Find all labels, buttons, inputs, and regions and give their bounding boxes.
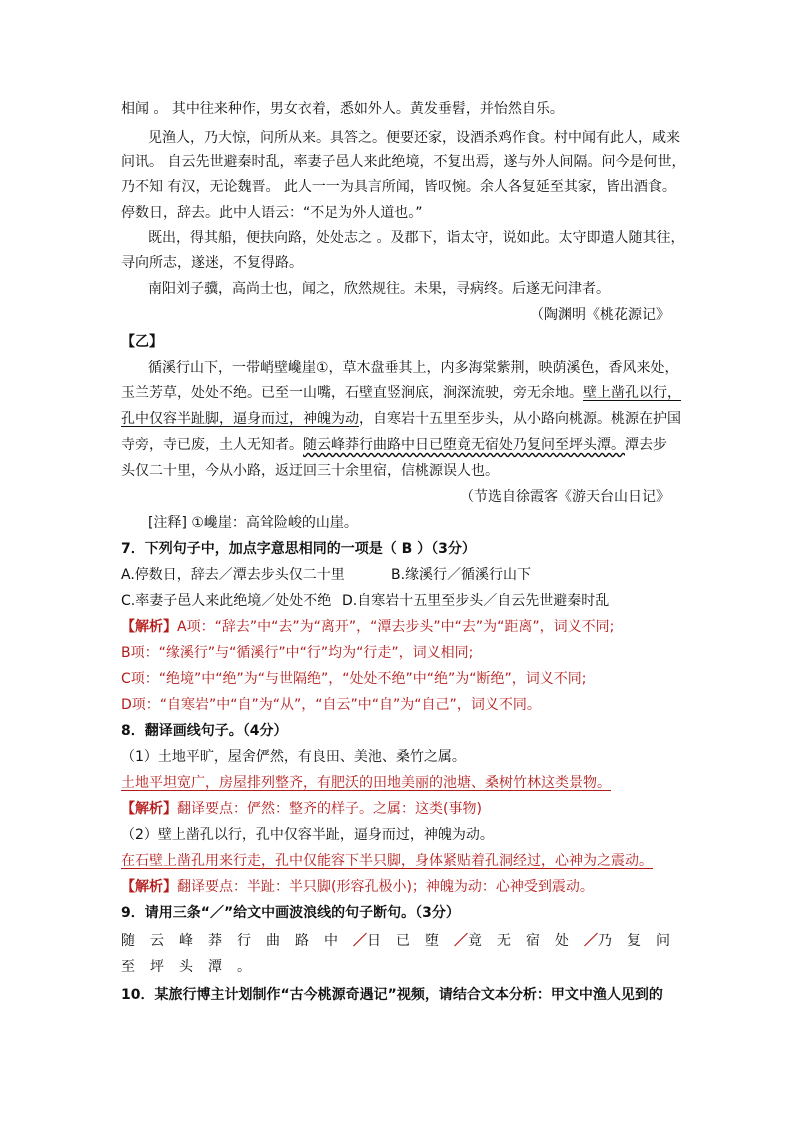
q7-analysis-tag: 【解析】 bbox=[121, 619, 177, 635]
q8-translation-2: 在石壁上凿孔用来行走，孔中仅能容下半只脚，身体紧贴着孔洞经过，心神为之震动。 bbox=[121, 853, 653, 869]
q9-answer-char: 莽 bbox=[208, 933, 222, 949]
break-slash: ／ bbox=[584, 933, 598, 949]
q8-analysis-1-text: 翻译要点：俨然：整齐的样子。之属：这类(事物) bbox=[177, 801, 482, 817]
q8-analysis-2 bbox=[121, 878, 594, 896]
q9-answer-char: 复 bbox=[627, 933, 641, 949]
yi-line-2 bbox=[121, 384, 681, 402]
yi-line-5: 头仅二十里，今从小路，返迂回三十余里宿，信桃源误人也。 bbox=[121, 463, 499, 479]
q7-option-b: B.缘溪行／循溪行山下 bbox=[391, 567, 532, 583]
break-slash: ／ bbox=[454, 933, 468, 949]
yi-source: （节选自徐霞客《游天台山日记》 bbox=[460, 489, 670, 505]
yi-line-2-text: 玉兰芳草，处处不绝。已至一山嘴，石壁直竖涧底，涧深流驶，旁无余地。 bbox=[121, 385, 583, 401]
q7-option-d: D.自寒岩十五里至步头／自云先世避秦时乱 bbox=[342, 593, 610, 609]
q9-answer-char: 问 bbox=[656, 933, 670, 949]
q7-analysis-a-text: A项：“辞去”中“去”为“离开”，“潭去步头”中“去”为“距离”，词义不同; bbox=[177, 619, 615, 635]
yi-underlined-2: 壁上凿孔以行， bbox=[583, 385, 681, 401]
q8-analysis-tag-1: 【解析】 bbox=[121, 801, 177, 817]
q9-stem: 9．请用三条“／”给文中画波浪线的句子断句。（3分） bbox=[121, 905, 460, 921]
q7-analysis-b: B项：“缘溪行”与“循溪行”中“行”均为“行走”，词义相同; bbox=[121, 645, 474, 661]
q8-translation-1: 土地平坦宽广，房屋排列整齐，有肥沃的田地美丽的池塘、桑树竹林这类景物。 bbox=[121, 775, 611, 791]
yi-heading: 【乙】 bbox=[121, 334, 163, 350]
q10-stem: 10．某旅行博主计划制作“古今桃源奇遇记”视频，请结合文本分析：甲文中渔人见到的 bbox=[121, 987, 663, 1003]
yi-line-4-tail: 潭去步 bbox=[625, 437, 667, 453]
q9-answer-char: 。 bbox=[237, 959, 251, 975]
q9-answer-char: ／竟 bbox=[454, 933, 482, 949]
q9-answer-char: 随 bbox=[121, 933, 135, 949]
q7-option-c: C.率妻子邑人来此绝境／处处不绝 bbox=[121, 593, 332, 609]
yi-wavy-sentence: 随云峰莽行曲路中日已堕竟无宿处乃复问至坪头潭。 bbox=[303, 437, 625, 453]
q9-answer-char: 中 bbox=[324, 933, 338, 949]
q9-answer-char: 无 bbox=[497, 933, 511, 949]
q9-answer-char: 行 bbox=[237, 933, 251, 949]
jia-line-5: 停数日，辞去。此中人语云：“不足为外人道也。” bbox=[121, 205, 423, 221]
q9-answer-char: 峰 bbox=[179, 933, 193, 949]
q7-analysis-a bbox=[121, 618, 614, 636]
q9-answer-char: 至 bbox=[121, 959, 135, 975]
q9-answer-char: 路 bbox=[295, 933, 309, 949]
q9-answer-char: ／乃 bbox=[584, 933, 612, 949]
q9-answer-row-2 bbox=[121, 958, 266, 976]
q8-sentence-1: （1）土地平旷，屋舍俨然，有良田、美池、桑竹之属。 bbox=[121, 749, 466, 765]
q9-answer-char: 坪 bbox=[150, 959, 164, 975]
q8-sentence-2: （2）壁上凿孔以行，孔中仅容半趾，逼身而过，神魄为动。 bbox=[121, 827, 494, 843]
q7-analysis-d: D项：“自寒岩”中“自”为“从”，“自云”中“自”为“自己”，词义不同。 bbox=[121, 697, 541, 713]
q9-answer-char: 潭 bbox=[208, 959, 222, 975]
jia-line-4: 乃不知 有汉，无论魏晋。 此人一一为具言所闻，皆叹惋。余人各复延至其家，皆出酒食。 bbox=[121, 179, 676, 195]
yi-line-4-text: 寺旁，寺已废，土人无知者。 bbox=[121, 437, 303, 453]
q7-stem: 7．下列句子中，加点字意思相同的一项是（ B ）（3分） bbox=[121, 541, 476, 557]
q9-answer-char: 已 bbox=[396, 933, 410, 949]
q9-answer-char: 曲 bbox=[266, 933, 280, 949]
q9-answer-char: 头 bbox=[179, 959, 193, 975]
jia-line-7: 寻向所志，遂迷，不复得路。 bbox=[121, 255, 303, 271]
jia-source: （陶渊明《桃花源记》 bbox=[530, 307, 670, 323]
q9-answer-char: ／日 bbox=[353, 933, 381, 949]
jia-line-3: 问讯。 自云先世避秦时乱，率妻子邑人来此绝境，不复出焉，遂与外人间隔。问今是何世， bbox=[121, 154, 686, 170]
yi-line-1: 循溪行山下，一带峭壁巉崖①，草木盘垂其上，内多海棠紫荆，映荫溪色，香风来处， bbox=[148, 360, 679, 376]
q9-answer-char: 云 bbox=[150, 933, 164, 949]
yi-underlined-3: 孔中仅容半趾脚，逼身而过，神魄为动 bbox=[121, 411, 359, 427]
break-slash: ／ bbox=[353, 933, 367, 949]
q9-answer-char: 堕 bbox=[425, 933, 439, 949]
q7-option-a: A.停数日，辞去／潭去步头仅二十里 bbox=[121, 567, 345, 583]
yi-line-3 bbox=[121, 410, 681, 428]
jia-line-2: 见渔人，乃大惊，问所从来。具答之。便要还家，设酒杀鸡作食。村中闻有此人，咸来 bbox=[148, 130, 680, 146]
q8-analysis-1 bbox=[121, 800, 482, 818]
yi-note: [注释] ①巉崖：高耸险峻的山崖。 bbox=[148, 515, 358, 531]
jia-line-8: 南阳刘子骥，高尚士也，闻之，欣然规往。未果，寻病终。后遂无问津者。 bbox=[148, 281, 610, 297]
q8-analysis-2-text: 翻译要点：半趾：半只脚(形容孔极小)；神魄为动：心神受到震动。 bbox=[177, 879, 594, 895]
q9-answer-char: 宿 bbox=[526, 933, 540, 949]
jia-line-1: 相闻 。 其中往来种作，男女衣着，悉如外人。黄发垂髫，并怡然自乐。 bbox=[121, 101, 564, 117]
q7-analysis-c: C项：“绝境”中“绝”为“与世隔绝”，“处处不绝”中“绝”为“断绝”，词义不同; bbox=[121, 671, 587, 687]
yi-line-4 bbox=[121, 436, 667, 454]
q8-analysis-tag-2: 【解析】 bbox=[121, 879, 177, 895]
q8-stem: 8．翻译画线句子。（4分） bbox=[121, 723, 288, 739]
q9-answer-row-1 bbox=[121, 932, 685, 950]
jia-line-6: 既出，得其船，便扶向路，处处志之 。及郡下，诣太守，说如此。太守即遣人随其往， bbox=[148, 230, 685, 246]
q9-answer-char: 处 bbox=[555, 933, 569, 949]
yi-line-3-text: ，自寒岩十五里至步头，从小路向桃源。桃源在护国 bbox=[359, 411, 681, 427]
